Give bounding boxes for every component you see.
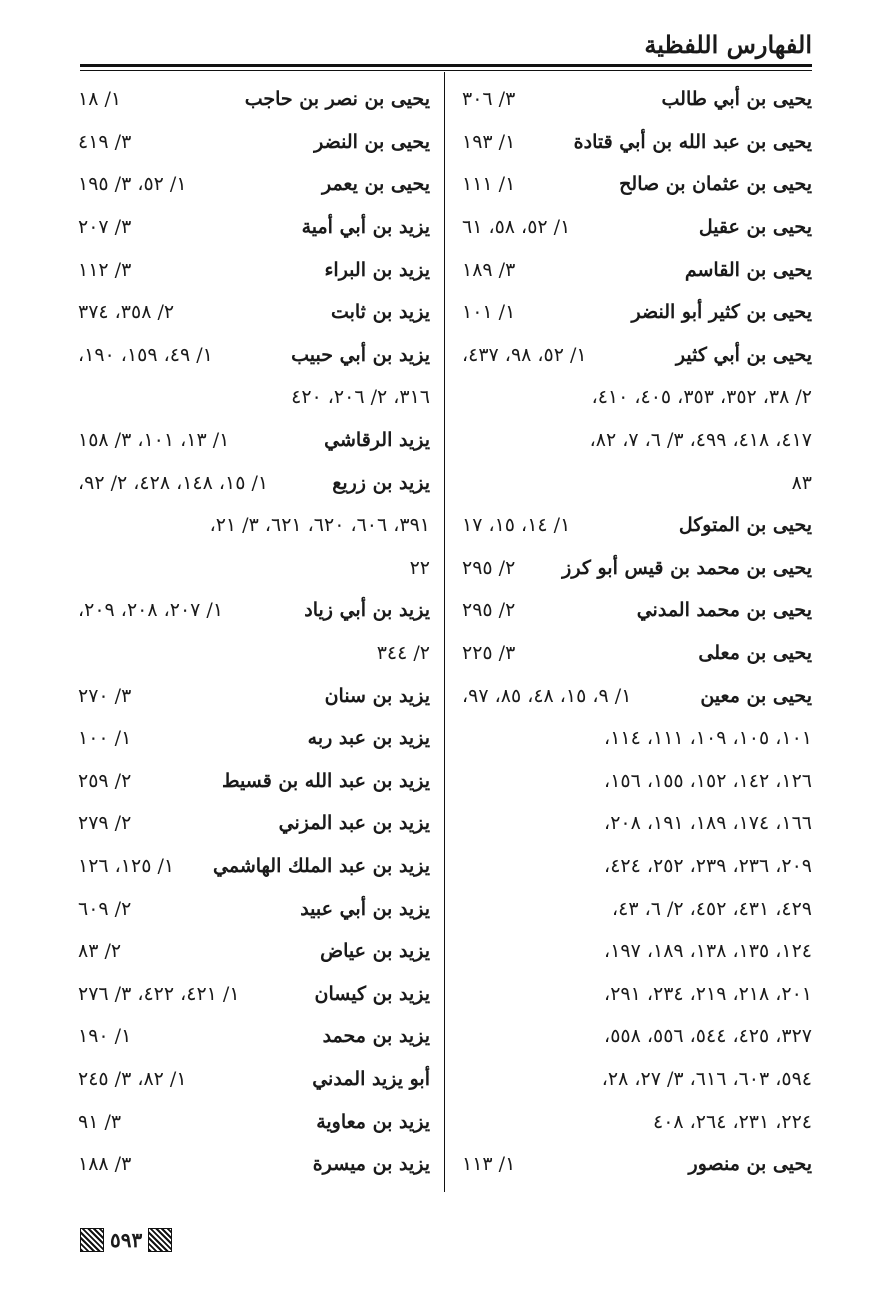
- entry-references: ٥٩٤، ٦٠٣، ٦١٦، ٣/ ٢٧، ٢٨،: [601, 1067, 812, 1090]
- entry-name: يزيد بن البراء: [324, 258, 430, 281]
- index-entry-continuation: [462, 930, 812, 973]
- entry-references: ٣١٦، ٢/ ٢٠٦، ٤٢٠: [291, 386, 430, 409]
- entry-name: يزيد بن محمد: [322, 1025, 430, 1048]
- entry-name: يزيد بن عبد المزني: [278, 812, 430, 835]
- entry-references: ٣٩١، ٦٠٦، ٦٢٠، ٦٢١، ٣/ ٢١،: [209, 514, 430, 537]
- entry-name: يحيى بن محمد المدني: [636, 599, 812, 622]
- entry-name: يحيى بن المتوكل: [678, 514, 812, 537]
- index-entry: [78, 717, 430, 760]
- index-entry: [78, 760, 430, 803]
- page-number: ٥٩٣: [110, 1228, 143, 1252]
- index-entry-continuation: [462, 972, 812, 1015]
- entry-name: يحيى بن منصور: [688, 1153, 812, 1176]
- index-entry: [78, 674, 430, 717]
- index-column-right: [462, 78, 812, 1185]
- entry-name: يحيى بن يعمر: [321, 173, 430, 196]
- entry-name: أبو يزيد المدني: [312, 1067, 430, 1090]
- index-entry: [78, 461, 430, 504]
- entry-references: ١٠١، ١٠٥، ١٠٩، ١١١، ١١٤،: [604, 727, 812, 750]
- entry-name: يحيى بن النضر: [314, 130, 430, 153]
- entry-name: يحيى بن نصر بن حاجب: [244, 88, 430, 111]
- entry-name: يزيد بن عبد الملك الهاشمي: [213, 854, 430, 877]
- header-rule-thin: [80, 70, 812, 71]
- page-footer: [80, 1228, 172, 1252]
- entry-references: ١/ ٢٠٧، ٢٠٨، ٢٠٩،: [78, 599, 224, 622]
- entry-references: ٣/ ٣٠٦: [462, 88, 516, 111]
- entry-name: يزيد بن أبي زياد: [304, 599, 430, 622]
- entry-references: ١/ ١٩٣: [462, 130, 516, 153]
- index-entry: [462, 632, 812, 675]
- entry-references: ٣٢٧، ٤٢٥، ٥٤٤، ٥٥٦، ٥٥٨،: [604, 1025, 812, 1048]
- entry-references: ١/ ١٠٠: [78, 727, 132, 750]
- index-entry: [78, 1143, 430, 1186]
- entry-name: يحيى بن أبي طالب: [661, 88, 812, 111]
- index-entry: [78, 419, 430, 462]
- index-entry: [462, 206, 812, 249]
- index-entry: [462, 291, 812, 334]
- entry-references: ٢/ ٣٥٨، ٣٧٤: [78, 301, 175, 324]
- entry-references: ١/ ١١١: [462, 173, 516, 196]
- index-entry-continuation: [462, 887, 812, 930]
- entry-name: يزيد بن زريع: [332, 471, 430, 494]
- entry-references: ١/ ١٩٠: [78, 1025, 132, 1048]
- page-header-title: الفهارس اللفظية: [644, 30, 812, 59]
- index-entry-continuation: [462, 1058, 812, 1101]
- entry-references: ٢/ ٨٣: [78, 940, 122, 963]
- entry-references: ٣/ ١٨٨: [78, 1153, 132, 1176]
- entry-references: ١/ ٥٢، ٩٨، ٤٣٧،: [462, 343, 587, 366]
- index-entry-continuation: [78, 376, 430, 419]
- entry-references: ٢٠١، ٢١٨، ٢١٩، ٢٣٤، ٢٩١،: [604, 982, 812, 1005]
- index-entry: [78, 206, 430, 249]
- entry-name: يزيد بن معاوية: [316, 1110, 430, 1133]
- entry-references: ٢/ ٦٠٩: [78, 897, 132, 920]
- entry-references: ١/ ٥٢، ٣/ ١٩٥: [78, 173, 187, 196]
- index-entry-continuation: [462, 461, 812, 504]
- index-entry: [78, 887, 430, 930]
- entry-name: يزيد الرقاشي: [324, 429, 430, 452]
- ornament-icon: [148, 1228, 172, 1252]
- index-entry: [462, 504, 812, 547]
- entry-references: ١/ ١٨: [78, 88, 122, 111]
- entry-name: يزيد بن أبي حبيب: [291, 343, 430, 366]
- entry-references: ٨٣: [791, 471, 812, 494]
- index-entry: [78, 972, 430, 1015]
- index-entry: [78, 1015, 430, 1058]
- entry-references: ٤٢٩، ٤٣١، ٤٥٢، ٢/ ٦، ٤٣،: [611, 897, 812, 920]
- index-entry: [78, 589, 430, 632]
- index-entry: [462, 547, 812, 590]
- index-entry-continuation: [462, 1100, 812, 1143]
- entry-name: يزيد بن أبي عبيد: [300, 897, 430, 920]
- index-entry: [462, 334, 812, 377]
- entry-references: ١٢٦، ١٤٢، ١٥٢، ١٥٥، ١٥٦،: [604, 769, 812, 792]
- entry-references: ٣/ ١١٢: [78, 258, 132, 281]
- index-entry-continuation: [462, 717, 812, 760]
- header-rule-thick: [80, 64, 812, 67]
- index-entry: [462, 589, 812, 632]
- index-entry: [78, 802, 430, 845]
- index-entry-continuation: [462, 760, 812, 803]
- entry-references: ٢/ ٢٧٩: [78, 812, 132, 835]
- index-entry: [462, 1143, 812, 1186]
- index-entry: [78, 121, 430, 164]
- entry-references: ١٦٦، ١٧٤، ١٨٩، ١٩١، ٢٠٨،: [604, 812, 812, 835]
- entry-references: ١/ ١٣، ١٠١، ٣/ ١٥٨: [78, 429, 230, 452]
- index-entry-continuation: [462, 845, 812, 888]
- index-entry: [78, 291, 430, 334]
- index-column-left: [78, 78, 430, 1185]
- index-entry: [78, 930, 430, 973]
- index-entry-continuation: [462, 802, 812, 845]
- index-entry: [78, 248, 430, 291]
- index-entry: [78, 1058, 430, 1101]
- entry-references: ١/ ٨٢، ٣/ ٢٤٥: [78, 1067, 187, 1090]
- entry-name: يزيد بن أبي أمية: [301, 216, 430, 239]
- entry-name: يحيى بن عثمان بن صالح: [619, 173, 812, 196]
- entry-references: ١/ ٤٢١، ٤٢٢، ٣/ ٢٧٦: [78, 982, 240, 1005]
- entry-name: يزيد بن سنان: [324, 684, 430, 707]
- entry-name: يحيى بن معلى: [698, 642, 812, 665]
- entry-references: ٢/ ٢٩٥: [462, 556, 516, 579]
- index-entry: [462, 163, 812, 206]
- index-entry-continuation: [462, 419, 812, 462]
- entry-references: ١/ ١٠١: [462, 301, 516, 324]
- entry-name: يحيى بن عقيل: [698, 216, 812, 239]
- entry-references: ١/ ٩، ١٥، ٤٨، ٨٥، ٩٧،: [462, 684, 632, 707]
- index-entry-continuation: [78, 547, 430, 590]
- entry-references: ٣/ ٤١٩: [78, 130, 132, 153]
- entry-name: يحيى بن محمد بن قيس أبو كرز: [562, 556, 812, 579]
- entry-name: يزيد بن كيسان: [314, 982, 430, 1005]
- index-entry: [78, 163, 430, 206]
- index-entry: [462, 78, 812, 121]
- index-entry: [78, 1100, 430, 1143]
- entry-references: ٢/ ٣٤٤: [376, 642, 430, 665]
- entry-name: يزيد بن ثابت: [330, 301, 430, 324]
- entry-references: ٢/ ٣٨، ٣٥٢، ٣٥٣، ٤٠٥، ٤١٠،: [591, 386, 812, 409]
- entry-references: ١٢٤، ١٣٥، ١٣٨، ١٨٩، ١٩٧،: [604, 940, 812, 963]
- entry-name: يزيد بن عياض: [320, 940, 430, 963]
- entry-references: ١/ ٤٩، ١٥٩، ١٩٠،: [78, 343, 213, 366]
- entry-references: ٢/ ٢٩٥: [462, 599, 516, 622]
- entry-name: يزيد بن عبد ربه: [307, 727, 430, 750]
- ornament-icon: [80, 1228, 104, 1252]
- column-divider: [444, 72, 445, 1192]
- index-entry-continuation: [462, 1015, 812, 1058]
- index-entry: [462, 248, 812, 291]
- entry-references: ١/ ١٢٥، ١٢٦: [78, 854, 175, 877]
- entry-name: يزيد بن عبد الله بن قسيط: [222, 769, 430, 792]
- index-entry: [78, 78, 430, 121]
- entry-references: ٤١٧، ٤١٨، ٤٩٩، ٣/ ٦، ٧، ٨٢،: [589, 429, 812, 452]
- index-entry-continuation: [78, 632, 430, 675]
- index-entry: [78, 845, 430, 888]
- index-entry: [462, 121, 812, 164]
- entry-references: ١/ ٥٢، ٥٨، ٦١: [462, 216, 571, 239]
- entry-name: يحيى بن أبي كثير: [675, 343, 812, 366]
- entry-references: ١/ ١٤، ١٥، ١٧: [462, 514, 571, 537]
- index-entry: [78, 334, 430, 377]
- entry-references: ٢٢٤، ٢٣١، ٢٦٤، ٤٠٨: [652, 1110, 812, 1133]
- entry-references: ٢٢: [409, 556, 430, 579]
- index-entry: [462, 674, 812, 717]
- entry-references: ٢٠٩، ٢٣٦، ٢٣٩، ٢٥٢، ٤٢٤،: [604, 854, 812, 877]
- entry-references: ١/ ١٥، ١٤٨، ٤٢٨، ٢/ ٩٢،: [78, 471, 269, 494]
- entry-references: ٣/ ٢٧٠: [78, 684, 132, 707]
- entry-references: ٣/ ٢٢٥: [462, 642, 516, 665]
- index-entry-continuation: [78, 504, 430, 547]
- entry-references: ٢/ ٢٥٩: [78, 769, 132, 792]
- entry-references: ٣/ ١٨٩: [462, 258, 516, 281]
- entry-name: يحيى بن معين: [700, 684, 812, 707]
- entry-references: ٣/ ٢٠٧: [78, 216, 132, 239]
- entry-name: يزيد بن ميسرة: [312, 1153, 430, 1176]
- entry-name: يحيى بن كثير أبو النضر: [631, 301, 812, 324]
- index-entry-continuation: [462, 376, 812, 419]
- entry-references: ١/ ١١٣: [462, 1153, 516, 1176]
- entry-name: يحيى بن القاسم: [684, 258, 812, 281]
- entry-name: يحيى بن عبد الله بن أبي قتادة: [573, 130, 812, 153]
- entry-references: ٣/ ٩١: [78, 1110, 122, 1133]
